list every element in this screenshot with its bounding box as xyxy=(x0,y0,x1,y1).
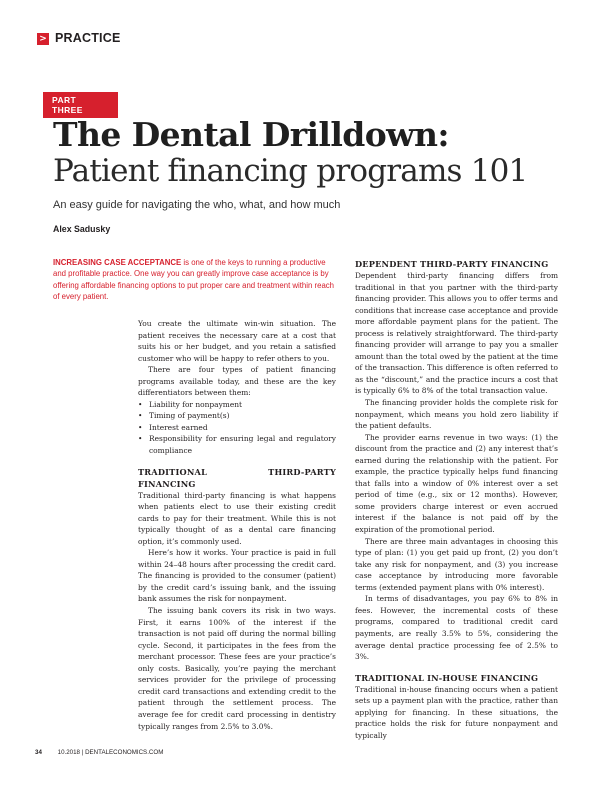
section-heading: DEPENDENT THIRD-PARTY FINANCING xyxy=(355,259,549,269)
paragraph: There are three main advantages in choosing this type of plan: (1) you get paid up front, (2) you don’t take any risk for nonpayment, and (3) you increase case acceptance by introducing more favorable terms (extended payment plans with 0% interest). xyxy=(355,536,558,592)
article-title-line-2: Patient financing programs 101 xyxy=(53,153,528,189)
lead-caps: INCREASING CASE ACCEPTANCE xyxy=(53,258,182,267)
paragraph: The provider earns revenue in two ways: (1) the discount from the practice and (2) any interest that’s earned during the relationship with the patient. For example, the practice typically helps fund financing that falls into a window of 0% interest over a set period of time (e.g., six or 12 months). However, some providers charge interest or even accrued interest if the balance is not paid off by the expiration of the promotional period. xyxy=(355,432,558,535)
paragraph: Traditional third-party financing is what happens when patients elect to use their existing credit cards to pay for their treatment. While this is not typically thought of as a dental care financing option, it’s commonly used. xyxy=(138,490,336,546)
differentiator-list xyxy=(138,399,336,457)
lead-paragraph xyxy=(53,257,335,302)
body-column-1 xyxy=(138,318,336,732)
paragraph: There are four types of patient financing programs available today, and these are the key differentiators between them: xyxy=(138,365,336,398)
paragraph: In terms of disadvantages, you pay 6% to 8% in fees. However, the incremental costs of these programs, compared to traditional credit card payments, are really 3.5% to 5%, considering the average dental practice processing fee of 2.5% to 3%. xyxy=(355,594,558,662)
paragraph: Here’s how it works. Your practice is paid in full within 24–48 hours after processing the credit card. The financing is provided to the consumer (patient) by the credit card’s issuing bank, and the issuing bank assumes the risk for nonpayment. xyxy=(138,548,336,604)
list-item: • Liability for nonpayment xyxy=(149,399,336,411)
article-title: The Dental Drilldown: xyxy=(53,115,449,154)
article-subtitle: An easy guide for navigating the who, what, and how much xyxy=(53,199,341,211)
section-heading: TRADITIONAL THIRD-PARTY FINANCING xyxy=(138,466,336,489)
section-arrow-icon: > xyxy=(37,33,49,45)
author-byline: Alex Sadusky xyxy=(53,224,111,234)
footer-site-link[interactable]: DENTALECONOMICS.COM xyxy=(85,749,164,756)
paragraph: The issuing bank covers its risk in two ways. First, it earns 100% of the interest if the transaction is not paid off during the normal billing cycle. Second, it participates in the fees from the merchant processor. These fees are your practice’s only costs. Basically, you’re paying the merchant services provider for the privilege of processing credit card transactions and extending credit to the patient through the settlement process. The average fee for credit card processing in dentistry typically ranges from 2.5% to 3.0%. xyxy=(138,606,336,731)
section-heading: TRADITIONAL IN-HOUSE FINANCING xyxy=(355,672,539,683)
paragraph: You create the ultimate win-win situation. The patient receives the necessary care at a cost that suits his or her budget, and you retain a satisfied customer who will be happy to refer others to you. xyxy=(138,319,336,363)
page-footer xyxy=(35,749,163,756)
paragraph: The financing provider holds the complete risk for nonpayment, which means you hold zero liability if the patient defaults. xyxy=(355,398,558,431)
part-tag: PART THREE xyxy=(43,92,118,118)
lead-text: is one of the keys to running a productive and profitable practice. One way you can greatly improve case acceptance is by offering affordable financing options to put proper care and treatment within reach of every patient. xyxy=(53,258,335,301)
paragraph: Traditional in-house financing occurs when a patient sets up a payment plan with the practice, rather than applying for financing. In these situations, the practice holds the risk for future nonpayment and typically xyxy=(355,684,558,740)
body-column-2 xyxy=(355,258,558,741)
footer-separator: | xyxy=(81,749,84,756)
section-label: PRACTICE xyxy=(55,31,121,45)
list-item: • Interest earned xyxy=(149,422,336,434)
page-number: 34 xyxy=(35,749,42,756)
paragraph: Dependent third-party financing differs from traditional in that you partner with the third-party financing provider. This allows you to offer terms and conditions that increase case acceptance and provide more affordable payment plans for the patient. The process is relatively straightforward. The third-party financing provider will arrange to pay you a smaller amount than the total owed by the patient at the time of the transaction. This difference is often referred to as the “discount,” and the practice incurs a cost that is typically 6% to 8% of the total transaction value. xyxy=(355,271,558,396)
issue-date: 10.2018 xyxy=(57,749,80,756)
list-item: • Timing of payment(s) xyxy=(149,410,336,422)
list-item: • Responsibility for ensuring legal and regulatory compliance xyxy=(149,433,336,456)
